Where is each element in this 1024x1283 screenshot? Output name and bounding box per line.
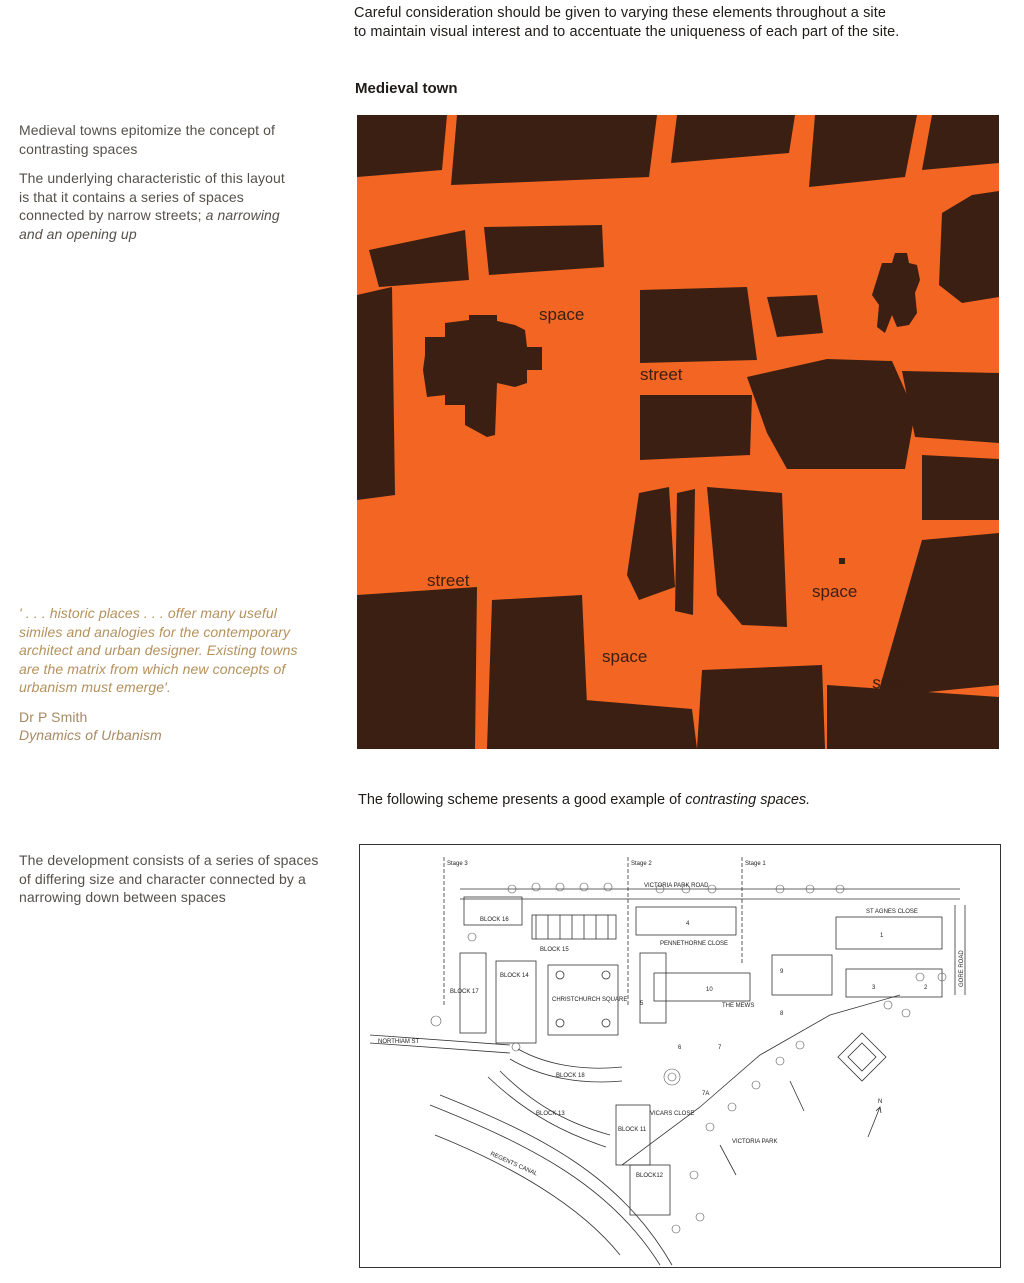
map-label-street-3: street xyxy=(871,673,916,695)
plan-label-block-15: BLOCK 15 xyxy=(540,947,569,953)
quote-author: Dr P Smith xyxy=(19,708,88,725)
plan-label-st-agnes-close: ST AGNES CLOSE xyxy=(866,909,918,915)
side-note-p2-italic: a narrowing and an opening up xyxy=(19,207,280,242)
block xyxy=(747,359,915,469)
quote-block xyxy=(19,604,329,745)
plan-trees xyxy=(431,883,946,1233)
block xyxy=(675,489,695,615)
plan-label-pennethorne-close: PENNETHORNE CLOSE xyxy=(660,941,729,947)
plan-label-4: 4 xyxy=(686,921,690,927)
scheme-caption xyxy=(358,792,810,808)
development-note-text: The development consists of a series of spaces of differing size and character connected by a narrowing down between spaces xyxy=(19,852,319,905)
plan-label-regents-canal: REGENTS CANAL xyxy=(489,1151,538,1178)
chapel-building xyxy=(872,253,920,333)
church-building xyxy=(423,315,542,437)
plan-label-9: 9 xyxy=(780,969,784,975)
block xyxy=(922,455,999,520)
side-note-p1: Medieval towns epitomize the concept of contrasting spaces xyxy=(19,122,276,157)
plan-label-1: 1 xyxy=(880,933,884,939)
plan-label-christchurch-square: CHRISTCHURCH SQUARE xyxy=(552,997,628,1003)
map-label-street-2: street xyxy=(427,571,470,590)
block xyxy=(939,191,999,303)
block xyxy=(451,115,657,185)
building-blocks xyxy=(357,115,999,749)
block xyxy=(767,295,823,337)
map-label-space-1: space xyxy=(539,305,585,324)
block xyxy=(357,287,395,500)
plan-label-2: 2 xyxy=(924,985,928,991)
plan-label-block-13: BLOCK 13 xyxy=(536,1111,565,1117)
development-note xyxy=(19,851,329,907)
block xyxy=(585,700,697,749)
block xyxy=(877,533,999,697)
plan-label-block-12: BLOCK12 xyxy=(636,1173,664,1179)
intro-line-2: to maintain visual interest and to accentuate the uniqueness of each part of the site. xyxy=(354,24,900,40)
block xyxy=(697,665,825,749)
site-plan-svg xyxy=(360,845,1000,1267)
plan-label-6: 6 xyxy=(678,1045,682,1051)
scheme-caption-plain: The following scheme presents a good example of xyxy=(358,792,682,808)
side-note-p2-plain: The underlying characteristic of this layout is that it contains a series of spaces connected by narrow streets; xyxy=(19,170,285,223)
plan-label-vicars-close: VICARS CLOSE xyxy=(650,1111,695,1117)
plan-label-stage-1: Stage 1 xyxy=(745,861,766,867)
side-note-p2 xyxy=(19,169,299,243)
plan-label-10: 10 xyxy=(706,987,713,993)
map-label-space-2: space xyxy=(812,582,858,601)
block xyxy=(671,115,795,163)
plan-linework xyxy=(370,857,965,1265)
plan-label-7: 7 xyxy=(718,1045,722,1051)
block xyxy=(922,115,999,170)
scheme-caption-italic: contrasting spaces. xyxy=(685,792,811,808)
plan-label-north: N xyxy=(878,1099,883,1105)
quote-text: ' . . . historic places . . . offer many useful similes and analogies for the contemporary architect and urban designer. Existing towns are the matrix from which new concepts of urbanism must emerge'. xyxy=(19,605,298,695)
plan-label-3: 3 xyxy=(872,985,876,991)
plan-label-block-14: BLOCK 14 xyxy=(500,973,529,979)
intro-line-1: Careful consideration should be given to varying these elements throughout a site xyxy=(354,5,887,21)
plan-label-block-11: BLOCK 11 xyxy=(618,1127,647,1133)
plan-label-block-18: BLOCK 18 xyxy=(556,1073,585,1079)
quote-source: Dynamics of Urbanism xyxy=(19,727,162,743)
block xyxy=(487,595,589,749)
medieval-town-map-svg xyxy=(357,115,999,749)
plan-label-victoria-park-road: VICTORIA PARK ROAD xyxy=(644,883,709,889)
map-label-street-1: street xyxy=(640,365,683,384)
block xyxy=(902,371,999,443)
plan-label-stage-3: Stage 3 xyxy=(447,861,468,867)
block xyxy=(809,115,917,187)
plan-label-7a: 7A xyxy=(702,1091,710,1097)
block xyxy=(357,587,477,749)
plan-label-stage-2: Stage 2 xyxy=(631,861,652,867)
small-marker xyxy=(839,558,845,564)
plan-label-northiam-st: NORTHIAM ST xyxy=(378,1039,420,1045)
medieval-town-map xyxy=(357,115,999,749)
plan-label-the-mews: THE MEWS xyxy=(722,1003,755,1009)
block xyxy=(484,225,604,275)
plan-label-block-16: BLOCK 16 xyxy=(480,917,509,923)
plan-label-8: 8 xyxy=(780,1011,784,1017)
intro-paragraph xyxy=(354,4,1014,42)
plan-label-5: 5 xyxy=(640,1001,644,1007)
plan-label-victoria-park: VICTORIA PARK xyxy=(732,1139,778,1145)
block xyxy=(640,287,757,363)
block xyxy=(640,395,752,460)
block xyxy=(627,487,675,600)
block xyxy=(357,115,447,177)
map-label-space-3: space xyxy=(602,647,648,666)
block xyxy=(369,230,469,287)
block xyxy=(707,487,787,627)
plan-label-block-17: BLOCK 17 xyxy=(450,989,479,995)
site-plan xyxy=(359,844,1001,1268)
plan-label-gore-road: GORE ROAD xyxy=(959,950,965,987)
side-note-medieval xyxy=(19,121,329,243)
section-heading: Medieval town xyxy=(355,80,458,97)
